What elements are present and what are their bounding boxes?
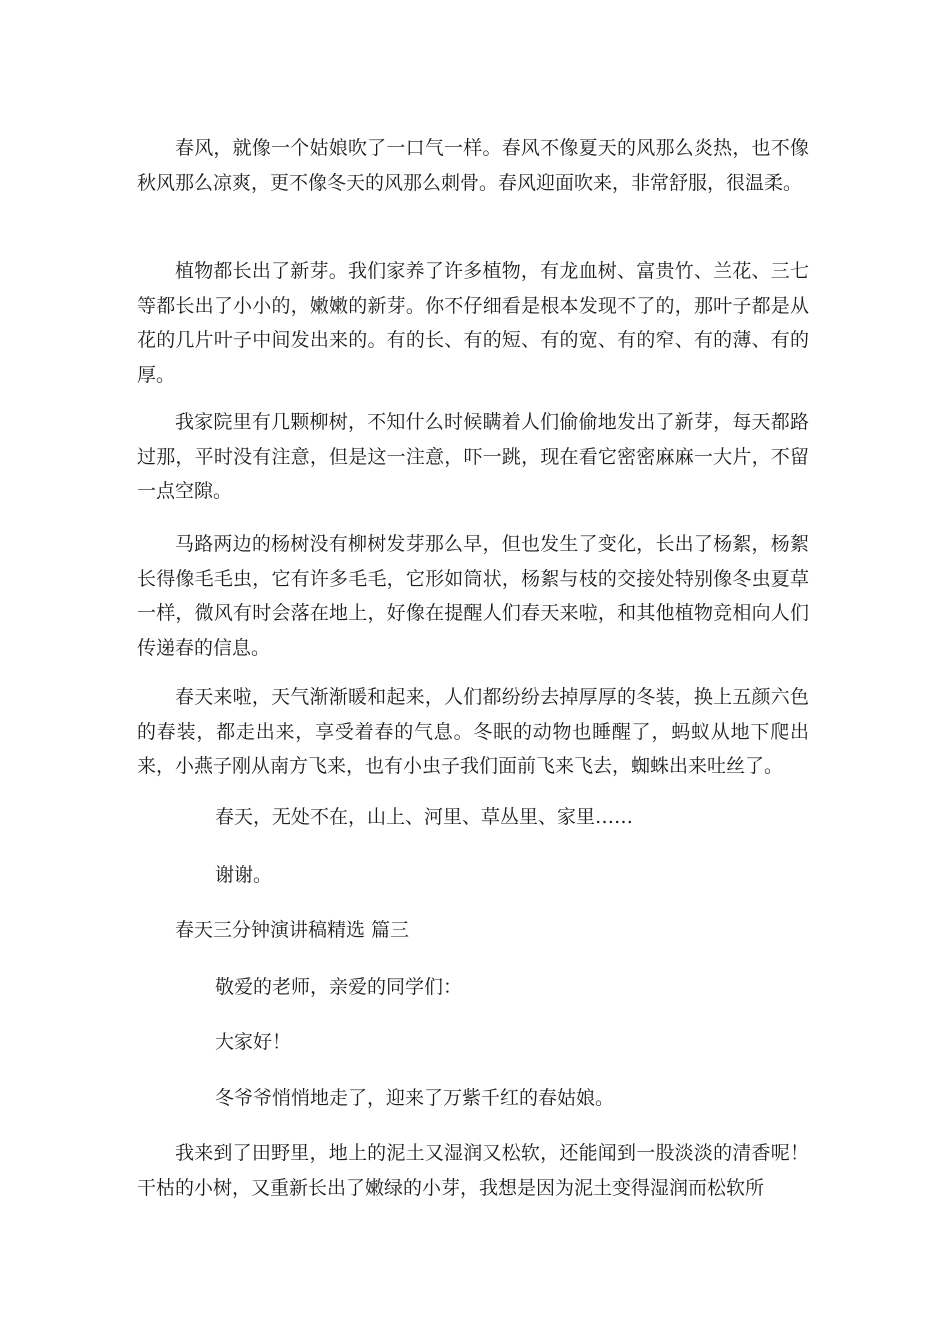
line-winter: 冬爷爷悄悄地走了，迎来了万紫千红的春姑娘。 <box>215 1087 615 1109</box>
line-spring-everywhere: 春天，无处不在，山上、河里、草丛里、家里…… <box>215 806 634 828</box>
line-hello: 大家好！ <box>215 1031 292 1053</box>
paragraph-poplar-trees: 马路两边的杨树没有柳树发芽那么早，但也发生了变化，长出了杨絮，杨絮长得像毛毛虫，它有许多毛毛，它形如筒状，杨絮与枝的交接处特别像冬虫夏草一样，微风有时会落在地上，好像在提醒人们春天来啦，和其他植物竞相向人们传递春的信息。 <box>137 533 809 659</box>
paragraph-spring-wind: 春风，就像一个姑娘吹了一口气一样。春风不像夏天的风那么炎热，也不像秋风那么凉爽，更不像冬天的风那么刺骨。春风迎面吹来，非常舒服，很温柔。 <box>137 137 809 194</box>
paragraph-willow-trees: 我家院里有几颗柳树，不知什么时候瞒着人们偷偷地发出了新芽，每天都路过那，平时没有注意，但是这一注意，吓一跳，现在看它密密麻麻一大片，不留一点空隙。 <box>137 411 809 502</box>
paragraph-spring-arrives: 春天来啦，天气渐渐暖和起来，人们都纷纷去掉厚厚的冬装，换上五颜六色的春装，都走出来，享受着春的气息。冬眠的动物也睡醒了，蚂蚁从地下爬出来，小燕子刚从南方飞来，也有小虫子我们面前飞来飞去，蜘蛛出来吐丝了。 <box>137 686 809 777</box>
section-heading: 春天三分钟演讲稿精选 篇三 <box>175 919 410 941</box>
line-thanks: 谢谢。 <box>215 864 273 886</box>
paragraph-fields: 我来到了田野里，地上的泥土又湿润又松软，还能闻到一股淡淡的清香呢！干枯的小树，又重新长出了嫩绿的小芽，我想是因为泥土变得湿润而松软所 <box>137 1142 809 1199</box>
line-greeting: 敬爱的老师，亲爱的同学们： <box>215 976 463 998</box>
paragraph-plants-sprout: 植物都长出了新芽。我们家养了许多植物，有龙血树、富贵竹、兰花、三七等都长出了小小的，嫩嫩的新芽。你不仔细看是根本发现不了的，那叶子都是从花的几片叶子中间发出来的。有的长、有的短、有的宽、有的窄、有的薄、有的厚。 <box>137 260 809 386</box>
